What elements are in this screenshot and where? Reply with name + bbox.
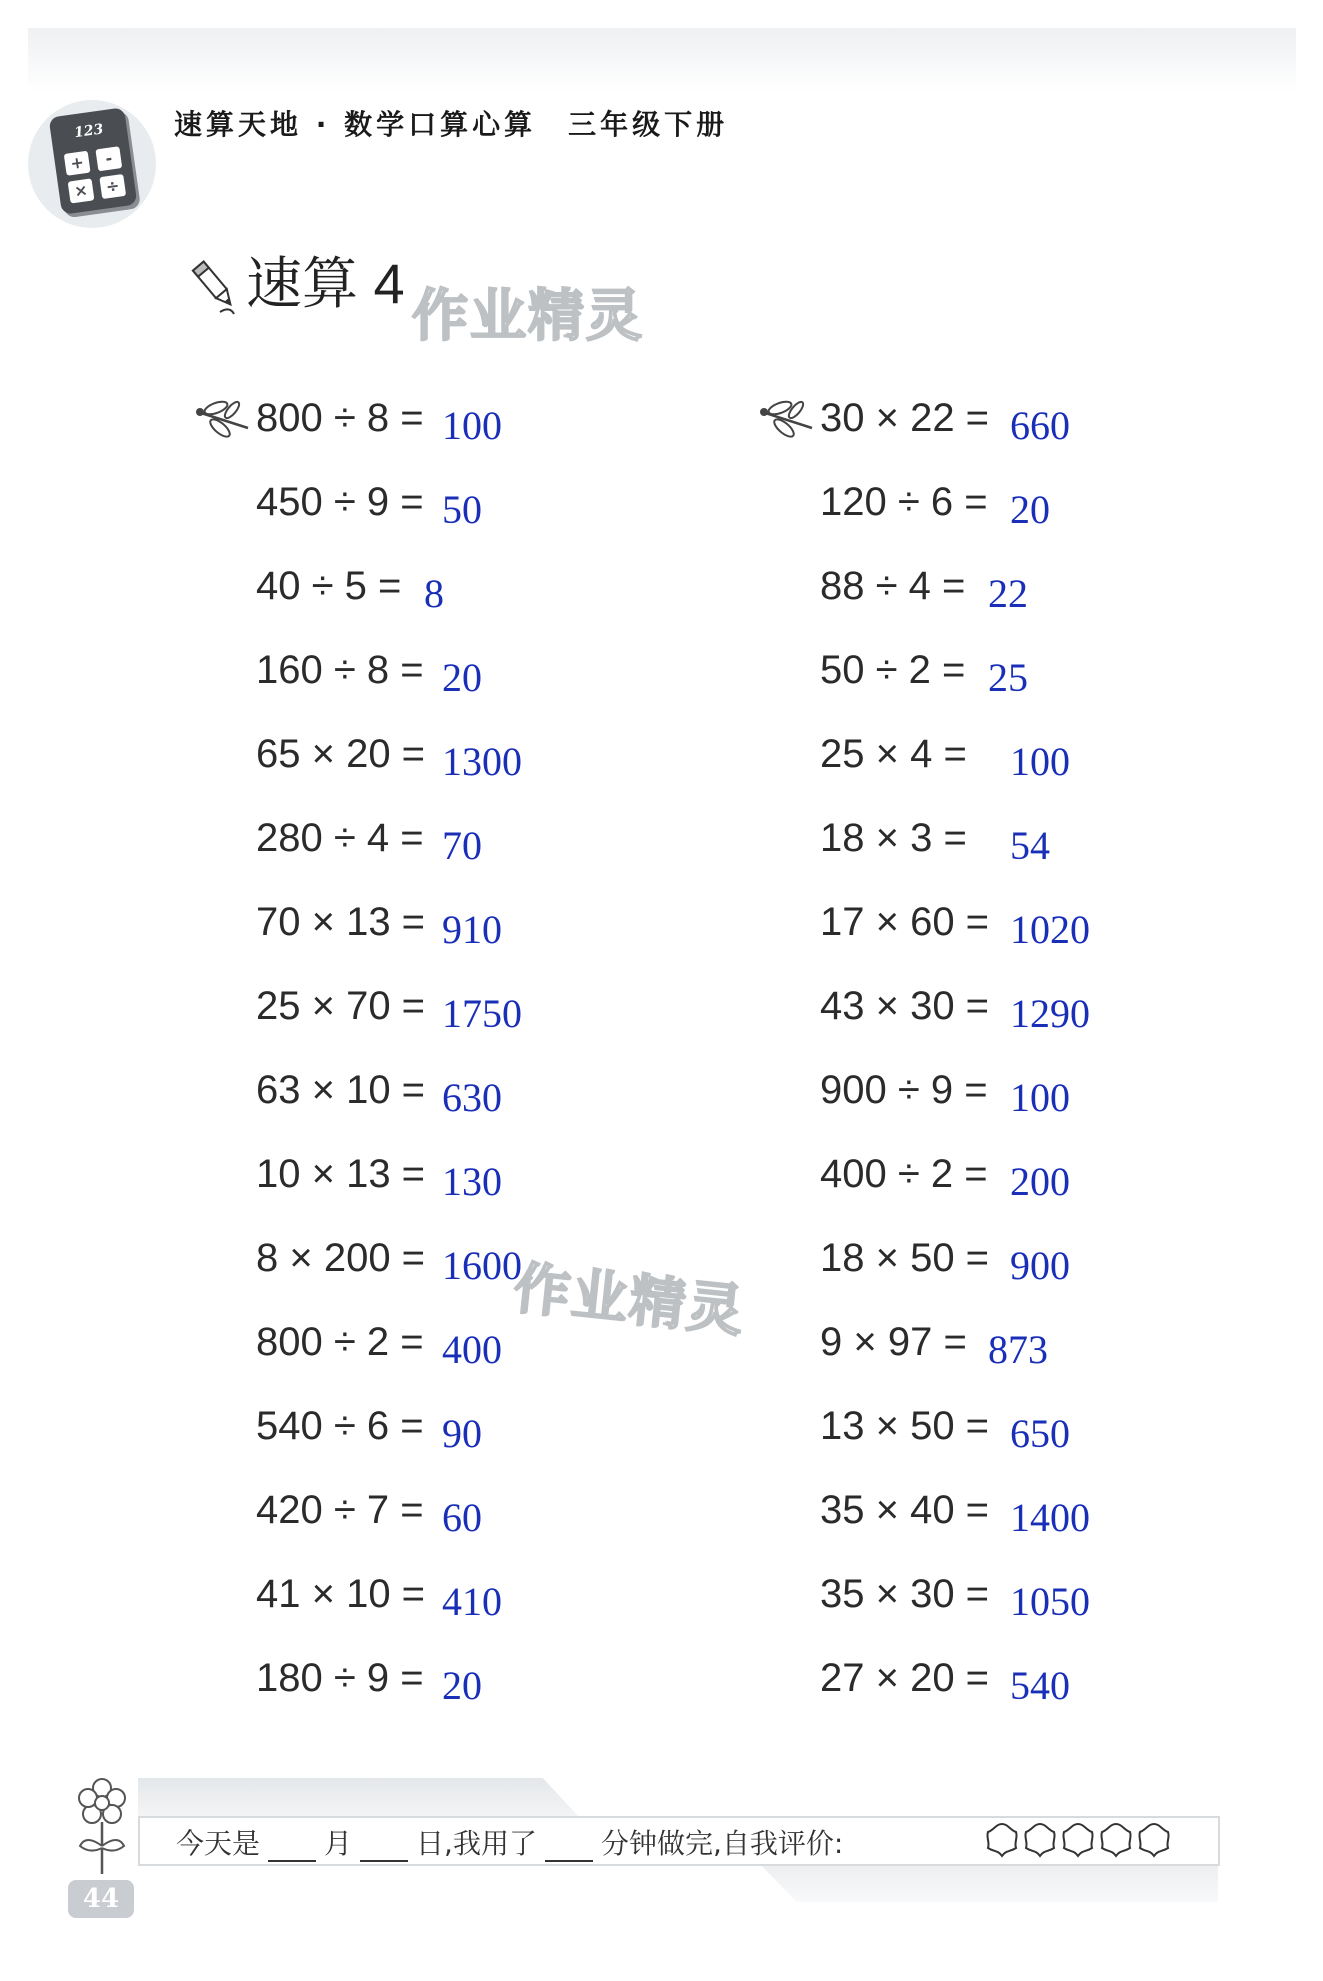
problem-expression: 70 × 13 = <box>256 900 426 944</box>
page-number: 44 <box>68 1880 134 1918</box>
day-label: 日, <box>416 1827 453 1860</box>
problem-expression: 900 ÷ 9 = <box>820 1068 988 1112</box>
minutes-blank[interactable] <box>545 1834 593 1862</box>
header-band <box>28 28 1296 92</box>
used-label: 我用了 <box>452 1827 537 1860</box>
problem-answer: 660 <box>1010 403 1070 448</box>
footer-tab <box>138 1778 578 1816</box>
problem-row <box>256 1480 776 1564</box>
problem-answer: 1050 <box>1010 1579 1090 1624</box>
problem-answer: 20 <box>442 655 482 700</box>
problem-row <box>820 1396 1323 1480</box>
star-icon <box>1025 1824 1054 1856</box>
problem-answer: 1750 <box>442 991 522 1036</box>
problem-expression: 17 × 60 = <box>820 900 990 944</box>
problem-expression: 27 × 20 = <box>820 1656 990 1700</box>
problem-answer: 1600 <box>442 1243 522 1288</box>
calculator-icon <box>49 107 138 215</box>
problem-expression: 8 × 200 = <box>256 1236 426 1280</box>
problem-row <box>820 892 1323 976</box>
problem-row <box>256 388 776 472</box>
problem-row <box>820 1564 1323 1648</box>
problem-answer: 8 <box>424 571 444 616</box>
problem-expression: 420 ÷ 7 = <box>256 1488 424 1532</box>
problem-answer: 910 <box>442 907 502 952</box>
problem-row <box>820 976 1323 1060</box>
problem-answer: 650 <box>1010 1411 1070 1456</box>
problem-row <box>820 808 1323 892</box>
star-icon <box>1063 1824 1092 1856</box>
problem-answer: 1020 <box>1010 907 1090 952</box>
problem-expression: 10 × 13 = <box>256 1152 426 1196</box>
problem-answer: 200 <box>1010 1159 1070 1204</box>
problem-answer: 400 <box>442 1327 502 1372</box>
problem-row <box>256 556 776 640</box>
footer-shadow <box>760 1864 1218 1902</box>
star-icon <box>1139 1824 1168 1856</box>
problem-expression: 120 ÷ 6 = <box>820 480 988 524</box>
calculator-screen: 123 <box>73 121 105 142</box>
flower-icon <box>72 1776 132 1876</box>
month-blank[interactable] <box>268 1834 316 1862</box>
problem-answer: 22 <box>988 571 1028 616</box>
calc-key: × <box>68 178 95 203</box>
left-problem-column <box>256 388 776 1732</box>
today-label: 今天是 <box>176 1827 261 1860</box>
problem-answer: 20 <box>442 1663 482 1708</box>
problem-answer: 100 <box>1010 1075 1070 1120</box>
problem-row <box>256 1396 776 1480</box>
problem-answer: 25 <box>988 655 1028 700</box>
problem-row <box>256 1228 776 1312</box>
problem-row <box>256 892 776 976</box>
problem-expression: 65 × 20 = <box>256 732 426 776</box>
problem-expression: 35 × 40 = <box>820 1488 990 1532</box>
problem-row <box>256 1060 776 1144</box>
problem-row <box>820 388 1323 472</box>
day-blank[interactable] <box>360 1834 408 1862</box>
calc-key: + <box>64 151 91 176</box>
problem-answer: 410 <box>442 1579 502 1624</box>
problem-row <box>256 1144 776 1228</box>
problem-expression: 18 × 3 = <box>820 816 967 860</box>
problem-row <box>820 1228 1323 1312</box>
problem-answer: 1290 <box>1010 991 1090 1036</box>
problem-expression: 25 × 70 = <box>256 984 426 1028</box>
problem-answer: 50 <box>442 487 482 532</box>
problem-answer: 90 <box>442 1411 482 1456</box>
self-eval-label: 自我评价: <box>721 1827 844 1860</box>
problem-answer: 630 <box>442 1075 502 1120</box>
problem-expression: 13 × 50 = <box>820 1404 990 1448</box>
problem-expression: 160 ÷ 8 = <box>256 648 424 692</box>
self-evaluation-text <box>176 1822 843 1862</box>
problem-expression: 180 ÷ 9 = <box>256 1656 424 1700</box>
problem-answer: 70 <box>442 823 482 868</box>
problem-answer: 54 <box>1010 823 1050 868</box>
problem-row <box>256 724 776 808</box>
problem-answer: 540 <box>1010 1663 1070 1708</box>
problem-answer: 100 <box>1010 739 1070 784</box>
problem-row <box>820 1060 1323 1144</box>
star-icon <box>1101 1824 1130 1856</box>
problem-answer: 873 <box>988 1327 1048 1372</box>
problem-expression: 800 ÷ 8 = <box>256 396 424 440</box>
problem-expression: 63 × 10 = <box>256 1068 426 1112</box>
problem-expression: 9 × 97 = <box>820 1320 967 1364</box>
problem-row <box>256 472 776 556</box>
right-problem-column <box>820 388 1323 1732</box>
problem-expression: 800 ÷ 2 = <box>256 1320 424 1364</box>
star-icon <box>987 1824 1016 1856</box>
problem-expression: 400 ÷ 2 = <box>820 1152 988 1196</box>
problem-row <box>820 472 1323 556</box>
problem-answer: 60 <box>442 1495 482 1540</box>
problem-row <box>820 640 1323 724</box>
problem-answer: 1400 <box>1010 1495 1090 1540</box>
month-label: 月 <box>324 1827 353 1860</box>
problem-answer: 130 <box>442 1159 502 1204</box>
problem-row <box>256 976 776 1060</box>
dragonfly-icon <box>194 398 252 442</box>
minutes-label: 分钟做完, <box>600 1827 722 1860</box>
problem-row <box>820 556 1323 640</box>
calc-key: ÷ <box>99 174 126 199</box>
problem-row <box>256 1648 776 1732</box>
series-title: 速算天地 · 数学口算心算 三年级下册 <box>174 108 729 141</box>
problem-row <box>256 1564 776 1648</box>
section-title: 速算 4 <box>246 252 405 315</box>
problem-row <box>820 724 1323 808</box>
problem-row <box>256 808 776 892</box>
problem-expression: 25 × 4 = <box>820 732 967 776</box>
problem-expression: 450 ÷ 9 = <box>256 480 424 524</box>
problem-expression: 88 ÷ 4 = <box>820 564 966 608</box>
problem-expression: 30 × 22 = <box>820 396 990 440</box>
problem-row <box>820 1144 1323 1228</box>
problem-answer: 100 <box>442 403 502 448</box>
problem-row <box>820 1312 1323 1396</box>
problem-expression: 41 × 10 = <box>256 1572 426 1616</box>
rating-stars <box>982 1820 1182 1860</box>
calc-key: - <box>95 146 122 171</box>
problem-expression: 18 × 50 = <box>820 1236 990 1280</box>
problem-row <box>820 1648 1323 1732</box>
problem-expression: 280 ÷ 4 = <box>256 816 424 860</box>
problem-answer: 900 <box>1010 1243 1070 1288</box>
dragonfly-icon <box>758 398 816 442</box>
problem-answer: 1300 <box>442 739 522 784</box>
problem-expression: 40 ÷ 5 = <box>256 564 402 608</box>
problem-expression: 540 ÷ 6 = <box>256 1404 424 1448</box>
problem-answer: 20 <box>1010 487 1050 532</box>
pencil-icon <box>190 256 240 316</box>
problem-expression: 43 × 30 = <box>820 984 990 1028</box>
problem-row <box>820 1480 1323 1564</box>
problem-expression: 35 × 30 = <box>820 1572 990 1616</box>
problem-expression: 50 ÷ 2 = <box>820 648 966 692</box>
problem-row <box>256 1312 776 1396</box>
problem-row <box>256 640 776 724</box>
